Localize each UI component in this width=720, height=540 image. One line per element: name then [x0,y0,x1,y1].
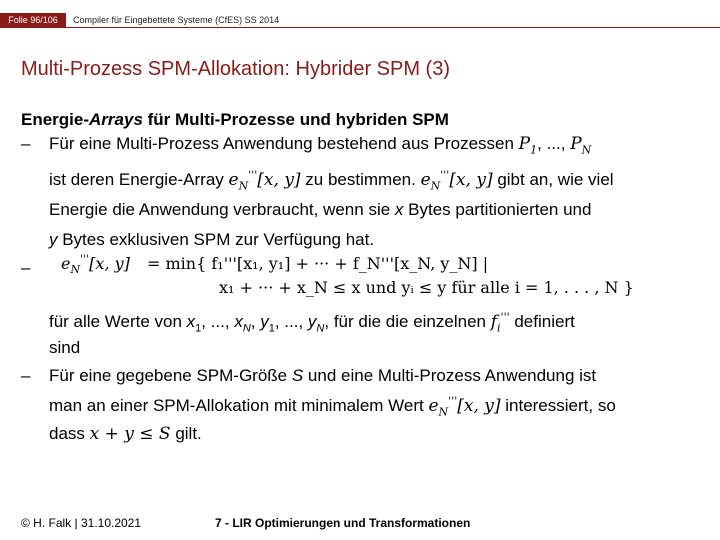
heading-part: für Multi-Prozesse und hybriden SPM [142,110,449,129]
math-energy-array: $e_N'''[x$, y] [420,168,493,193]
formula-line-2: x₁ + ··· + x_N ≤ x und yᵢ ≤ y für alle i = 1, . . . , N } [219,278,634,297]
heading-part: Energie- [21,110,90,129]
text: Für eine Multi-Prozess Anwendung bestehend aus Prozessen [49,134,519,153]
var-x: x [394,200,404,219]
slide-header [0,0,720,28]
bullet-2-text [49,310,575,334]
slide-number: Folie 96/106 [0,13,66,28]
slide-title: Multi-Prozess SPM-Allokation: Hybrider SPM (3) [21,58,450,80]
footer-author: © H. Falk | 31.10.2021 [21,516,142,530]
text: ist deren Energie-Array [49,170,229,189]
bullet-3-line-1 [49,364,596,388]
bullet-1-line-2 [49,168,614,192]
heading-italic: Arrays [89,110,143,129]
bullet-1-line-3 [49,198,591,222]
var-y: y [49,230,58,249]
text: Bytes exklusiven SPM zur Verfügung hat. [57,230,375,249]
bullet-2-line-2: sind [49,338,81,357]
bullet-dash: – [21,134,31,153]
formula-lhs: $e_N'''[x$, y] [61,252,130,277]
bullet-1-line-1 [49,132,591,156]
text: definiert [509,312,575,331]
text: Energie die Anwendung verbraucht, wenn sie [49,200,395,219]
math-energy-array: $e_N'''[x$, y] [428,394,501,419]
text: und eine Multi-Prozess Anwendung ist [303,366,597,385]
math-p1: $P_1$ [518,134,538,157]
math-pn: $P_N$ [570,134,592,157]
text: , ..., [537,134,571,153]
footer-chapter: 7 - LIR Optimierungen und Transformationen [215,516,471,530]
bullet-3-line-2 [49,394,616,418]
var-s: S [291,366,304,385]
text: zu bestimmen. [300,170,421,189]
text: dass [49,424,90,443]
formula-line-1: = min{ f₁'''[x₁, y₁] + ··· + f_N'''[x_N, y_N] | [147,254,489,273]
bullet-3-line-3 [49,422,202,446]
text: Für eine gegebene SPM-Größe [49,366,292,385]
text: für alle Werte von [49,312,187,331]
header-divider [66,27,720,28]
text: , für die die einzelnen [324,312,491,331]
var-list: $x_1$, ..., $x_N$, $y_1$, ..., $y_N$ [186,312,325,335]
text: interessiert, so [500,396,616,415]
bullet-dash: – [21,366,31,385]
text: man an einer SPM-Allokation mit minimalem Wert [49,396,429,415]
text: gibt an, wie viel [492,170,614,189]
section-heading [21,108,449,132]
math-fi: $f_i'''$ [490,310,510,335]
course-title: Compiler für Eingebettete Systeme (CfES) SS 2014 [73,15,280,25]
math-energy-array: $e_N'''[x$, y] [228,168,301,193]
text: Bytes partitionierten und [403,200,592,219]
math-constraint: x + y ≤ S [89,424,171,444]
bullet-dash: – [21,258,31,277]
text: gilt. [170,424,202,443]
bullet-1-line-4 [49,228,374,252]
